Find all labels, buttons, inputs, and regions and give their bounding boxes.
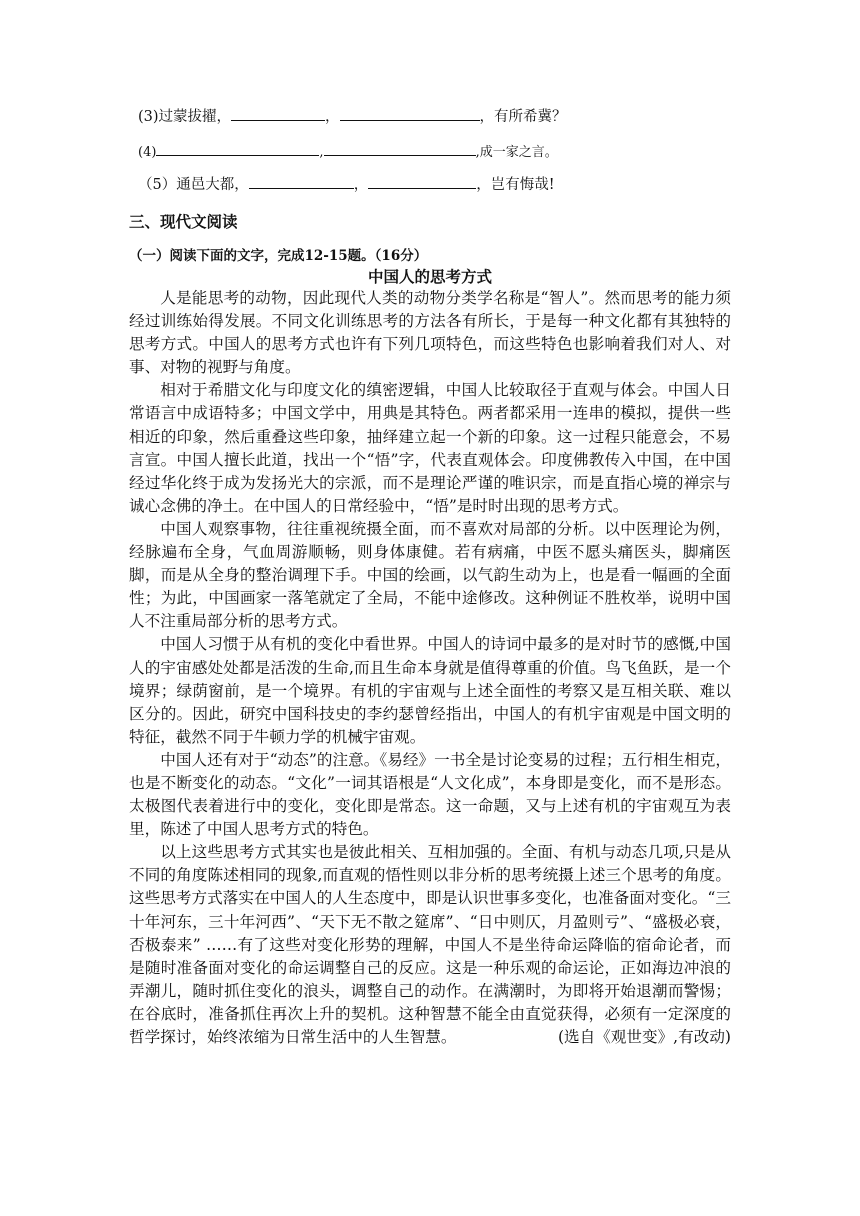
article-title: 中国人的思考方式 [367,267,492,286]
answer-blank[interactable] [231,106,325,121]
fill-in-suffix: ,成一家之言。 [475,145,558,160]
fill-in-item-4 [138,141,558,163]
fill-in-item-3 [138,106,567,127]
question-instructions: （一）阅读下面的文字，完成12-15题。（16分） [129,248,428,264]
article-paragraph: 中国人观察事物，往往重视统摄全面，而不喜欢对局部的分析。以中医理论为例，经脉遍布全身，气血周游顺畅，则身体康健。若有病痛，中医不愿头痛医头，脚痛医脚，而是从全身的整治调理下手。中国的绘画，以气韵生动为上，也是看一幅画的全面性；为此，中国画家一落笔就定了全局，不能中途修改。这种例证不胜枚举，说明中国人不注重局部分析的思考方式。 [129,519,731,631]
answer-blank[interactable] [324,141,476,156]
article-paragraph: 中国人还有对于“动态”的注意。《易经》一书全是讨论变易的过程；五行相生相克，也是不断变化的动态。“文化”一词其语根是“人文化成”，本身即是变化，而不是形态。太极图代表着进行中的变化，变化即是常态。这一命题，又与上述有机的宇宙观互为表里，陈述了中国人思考方式的特色。 [129,750,731,839]
fill-in-item-5 [138,174,555,195]
fill-in-separator: ， [325,109,340,125]
answer-blank[interactable] [340,106,480,121]
fill-in-prefix: （5）通邑大都， [138,177,249,193]
article-paragraph: 中国人习惯于从有机的变化中看世界。中国人的诗词中最多的是对时节的感慨,中国人的宇宙感处处都是活泼的生命,而且生命本身就是值得尊重的价值。鸟飞鱼跃，是一个境界；绿荫窗前，是一个境界。有机的宇宙观与上述全面性的考察又是互相关联、难以区分的。因此，研究中国科技史的李约瑟曾经指出，中国人的有机宇宙观是中国文明的特征，截然不同于牛顿力学的机械宇宙观。 [129,635,731,746]
answer-blank[interactable] [368,174,476,189]
fill-in-separator: ， [353,177,369,193]
answer-blank[interactable] [156,141,319,156]
article-paragraph-text: 以上这些思考方式其实也是彼此相关、互相加强的。全面、有机与动态几项,只是从不同的角度陈述相同的现象,而直观的悟性则以非分析的思考统摄上述三个思考的角度。这些思考方式落实在中国人的人生态度中，即是认识世事多变化，也准备面对变化。“三十年河东，三十年河西”、“天下无不散之筵席”、“日中则仄，月盈则亏”、“盛极必衰，否极泰来” ……有了这些对变化形势的理解，中国人不是坐待命运降临的宿命论者，而是随时准备面对变化的命运调整自己的反应。这是一种乐观的命运论，正如海边冲浪的弄潮儿，随时抓住变化的浪头，调整自己的动作。在满潮时，为即将开始退潮而警惕；在谷底时，准备抓住再次上升的契机。这种智慧不能全由直觉获得，必须有一定深度的哲学探讨，始终浓缩为日常生活中的人生智慧。 [129,843,731,1046]
article-paragraph: 人是能思考的动物，因此现代人类的动物分类学名称是“智人”。然而思考的能力须经过训练始得发展。不同文化训练思考的方法各有所长，于是每一种文化都有其独特的思考方式。中国人的思考方式也许有下列几项特色，而这些特色也影响着我们对人、对事、对物的视野与角度。 [129,289,731,377]
fill-in-suffix: ，有所希冀？ [479,109,567,125]
fill-in-prefix: (3)过蒙拔擢， [138,109,232,125]
article-paragraph: 相对于希腊文化与印度文化的缜密逻辑，中国人比较取径于直观与体会。中国人日常语言中成语特多；中国文学中，用典是其特色。两者都采用一连串的模拟，提供一些相近的印象，然后重叠这些印象，抽绎建立起一个新的印象。这一过程只能意会，不易言宣。中国人擅长此道，找出一个“悟”字，代表直观体会。印度佛教传入中国，在中国经过华化终于成为发扬光大的宗派，而不是理论严谨的唯识宗，而是直指心境的禅宗与诚心念佛的净土。在中国人的日常经验中，“悟”是时时出现的思考方式。 [129,381,731,515]
article-source: (选自《观世变》,有改动) [557,1028,731,1046]
fill-in-separator: , [319,145,324,160]
fill-in-prefix: (4) [138,145,157,160]
answer-blank[interactable] [249,174,354,189]
article-body [129,287,731,1049]
fill-in-suffix: ，岂有悔哉! [476,177,555,193]
article-paragraph-last [129,841,731,1049]
section-heading: 三、现代文阅读 [129,212,238,231]
